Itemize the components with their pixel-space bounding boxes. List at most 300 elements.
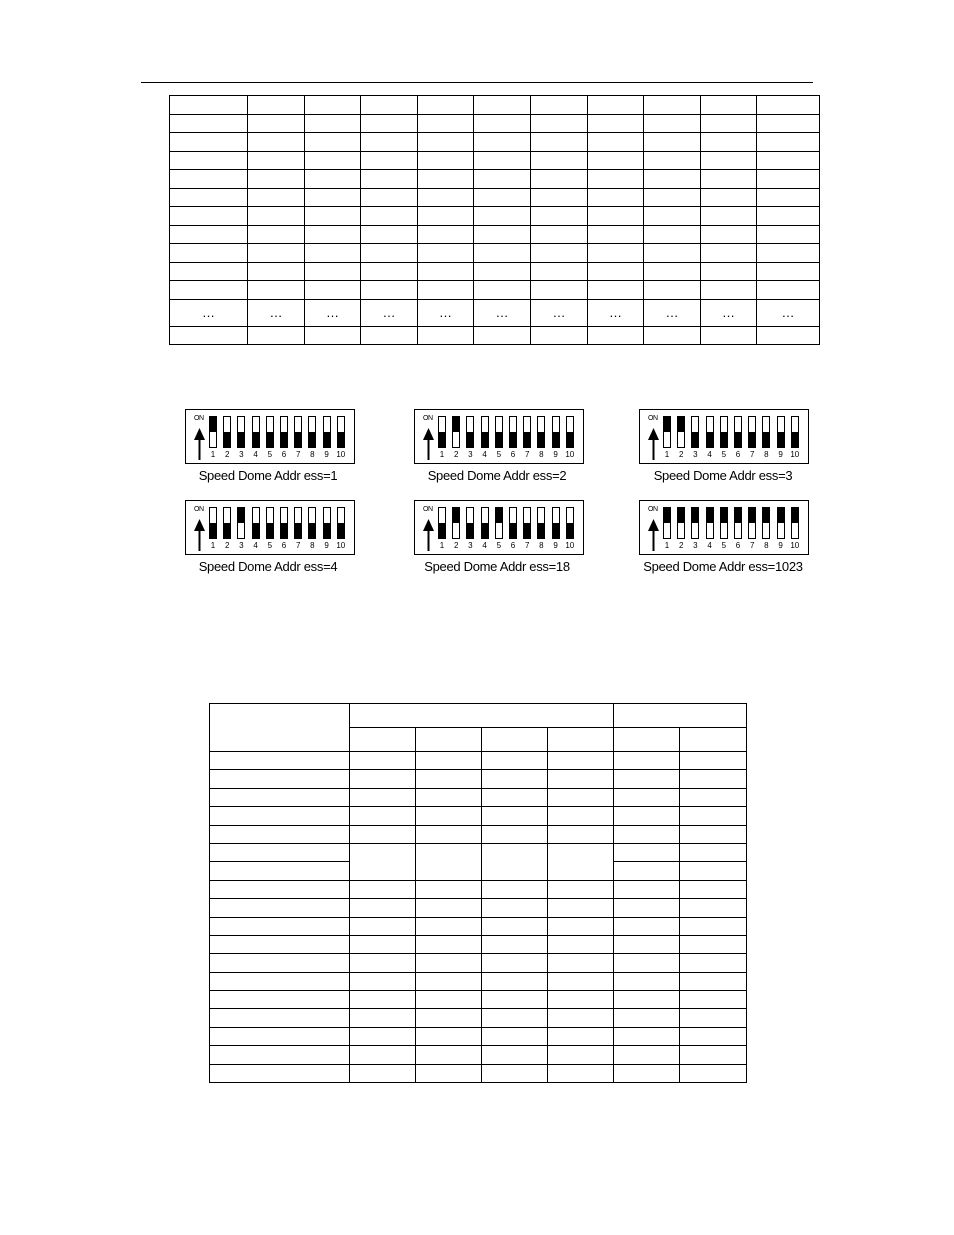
table-row <box>170 151 820 170</box>
up-arrow-icon <box>423 428 434 460</box>
table-cell <box>588 262 644 281</box>
switch-off-knob <box>324 523 330 538</box>
switch-off-knob <box>510 523 516 538</box>
table-cell <box>305 244 361 263</box>
table-cell <box>680 935 747 953</box>
table-row <box>210 935 747 953</box>
switch-off-knob <box>510 432 516 447</box>
switch-off-knob <box>482 523 488 538</box>
table-cell <box>757 262 820 281</box>
table-cell <box>644 96 701 115</box>
dip-switch-diagram <box>185 409 355 464</box>
table-cell <box>474 244 531 263</box>
table-cell <box>614 807 680 825</box>
dip-switch-caption: Speed Dome Addr ess=4 <box>198 559 338 574</box>
table-cell <box>210 1064 350 1082</box>
switch-number: 1 <box>210 541 216 550</box>
switch-number: 10 <box>790 541 800 550</box>
switch-on-knob <box>664 417 670 432</box>
switch-number: 10 <box>565 450 575 459</box>
table-cell <box>305 96 361 115</box>
table-cell <box>361 281 418 300</box>
address-table <box>169 95 820 345</box>
switch-off-knob <box>538 523 544 538</box>
table-cell <box>482 843 548 880</box>
table-row <box>170 114 820 133</box>
switch-off-knob <box>267 432 273 447</box>
table-cell <box>614 880 680 898</box>
table-cell <box>170 225 248 244</box>
table-cell <box>614 1046 680 1064</box>
table-cell <box>210 770 350 788</box>
table-cell <box>350 954 416 972</box>
on-label: ON <box>648 506 658 513</box>
table-cell: … <box>305 299 361 326</box>
table-cell <box>701 225 757 244</box>
dip-switch-lever <box>237 416 245 448</box>
table-row <box>170 170 820 189</box>
table-cell <box>170 170 248 189</box>
table-cell <box>248 133 305 152</box>
table-cell <box>210 788 350 806</box>
dip-switch-lever <box>523 507 531 539</box>
table-cell <box>170 188 248 207</box>
table-cell <box>361 188 418 207</box>
table-cell <box>416 917 482 935</box>
table-cell <box>210 843 350 861</box>
dip-switch-lever <box>452 416 460 448</box>
switch-off-knob <box>224 523 230 538</box>
switch-on-knob <box>678 508 684 523</box>
switch-off-knob <box>735 432 741 447</box>
table-cell <box>474 96 531 115</box>
table-cell <box>416 807 482 825</box>
dip-switch-diagram <box>185 500 355 555</box>
switch-off-knob <box>567 523 573 538</box>
table-cell <box>170 207 248 226</box>
table-cell <box>614 935 680 953</box>
on-label: ON <box>194 506 204 513</box>
table-cell <box>418 281 474 300</box>
switch-on-knob <box>664 508 670 523</box>
table-cell <box>350 1046 416 1064</box>
table-cell <box>614 862 680 880</box>
table-row <box>210 1046 747 1064</box>
dip-switch-lever <box>509 507 517 539</box>
switch-number: 3 <box>468 450 473 459</box>
switch-number: 6 <box>281 541 287 550</box>
switch-on-knob <box>210 417 216 432</box>
table-row <box>210 752 747 770</box>
table-cell <box>170 151 248 170</box>
switch-off-knob <box>467 432 473 447</box>
dip-switch-lever <box>762 507 770 539</box>
table-cell <box>248 96 305 115</box>
switch-number: 4 <box>482 541 487 550</box>
table-cell <box>680 1046 747 1064</box>
switch-number: 9 <box>553 541 558 550</box>
on-label: ON <box>194 415 204 422</box>
switch-on-knob <box>453 508 459 523</box>
dip-switch-lever <box>748 507 756 539</box>
switch-number: 2 <box>678 450 684 459</box>
up-arrow-icon <box>423 519 434 551</box>
table-cell <box>474 133 531 152</box>
switch-off-knob <box>224 432 230 447</box>
table-cell <box>588 188 644 207</box>
table-cell <box>680 862 747 880</box>
switch-number: 7 <box>524 450 530 459</box>
table-cell <box>701 188 757 207</box>
table-cell <box>305 262 361 281</box>
table-cell <box>701 151 757 170</box>
table-cell: … <box>361 299 418 326</box>
table-cell <box>680 1064 747 1082</box>
dip-switch-lever <box>452 507 460 539</box>
table-cell <box>210 991 350 1009</box>
table-cell <box>644 188 701 207</box>
dip-switch-lever <box>308 507 316 539</box>
table-row <box>210 807 747 825</box>
table-cell <box>170 133 248 152</box>
table-cell <box>757 170 820 189</box>
table-cell <box>701 133 757 152</box>
table-cell <box>350 972 416 990</box>
table-cell <box>305 188 361 207</box>
table-cell <box>680 1027 747 1045</box>
table-cell <box>644 133 701 152</box>
table-cell <box>416 752 482 770</box>
table-cell <box>418 326 474 345</box>
table-cell <box>644 151 701 170</box>
table-cell <box>474 170 531 189</box>
switch-on-knob <box>721 508 727 523</box>
table-cell <box>474 114 531 133</box>
dip-switch-lever <box>438 507 446 539</box>
switch-off-knob <box>309 432 315 447</box>
table-cell <box>548 1009 614 1027</box>
table-cell <box>548 880 614 898</box>
table-cell <box>482 972 548 990</box>
table-cell <box>418 207 474 226</box>
on-label: ON <box>423 415 433 422</box>
table-cell <box>588 96 644 115</box>
table-row <box>210 825 747 843</box>
table-cell <box>210 825 350 843</box>
table-cell <box>701 281 757 300</box>
dip-switch-lever <box>252 507 260 539</box>
table-cell <box>474 281 531 300</box>
table-cell <box>361 262 418 281</box>
switch-off-knob <box>281 432 287 447</box>
switch-number: 6 <box>735 541 741 550</box>
table-cell <box>305 151 361 170</box>
table-cell <box>548 1046 614 1064</box>
table-cell <box>588 133 644 152</box>
table-cell: … <box>588 299 644 326</box>
table-cell <box>548 843 614 880</box>
switch-number: 8 <box>310 450 315 459</box>
table-cell: … <box>474 299 531 326</box>
table-cell <box>588 244 644 263</box>
dip-switch-lever <box>663 416 671 448</box>
table-cell <box>701 326 757 345</box>
table-cell <box>701 96 757 115</box>
table-row <box>210 917 747 935</box>
table-cell <box>361 96 418 115</box>
table-row <box>170 326 820 345</box>
table-cell <box>474 326 531 345</box>
table-cell <box>210 917 350 935</box>
table-cell <box>248 281 305 300</box>
table-cell <box>210 935 350 953</box>
table-cell <box>701 170 757 189</box>
table-cell <box>170 326 248 345</box>
table-cell <box>614 788 680 806</box>
table-row <box>210 899 747 917</box>
table-cell <box>644 114 701 133</box>
switch-number: 7 <box>295 450 301 459</box>
table-cell <box>614 752 680 770</box>
switch-number: 1 <box>664 450 670 459</box>
switch-number: 10 <box>336 541 346 550</box>
switch-off-knob <box>482 432 488 447</box>
switch-number: 1 <box>664 541 670 550</box>
table-cell <box>680 954 747 972</box>
dip-switch-lever <box>748 416 756 448</box>
table-cell <box>548 728 614 752</box>
table-cell <box>210 880 350 898</box>
dip-switch-lever <box>495 416 503 448</box>
switch-number: 10 <box>336 450 346 459</box>
dip-switch-lever <box>706 507 714 539</box>
table-cell <box>305 207 361 226</box>
table-cell <box>614 972 680 990</box>
table-cell: … <box>531 299 588 326</box>
table-cell <box>680 807 747 825</box>
table-cell <box>548 752 614 770</box>
table-cell <box>531 114 588 133</box>
table-cell <box>482 1009 548 1027</box>
dip-switch-lever <box>762 416 770 448</box>
table-cell <box>350 880 416 898</box>
table-cell <box>210 752 350 770</box>
table-cell <box>418 114 474 133</box>
switch-number: 6 <box>510 541 516 550</box>
table-cell: … <box>701 299 757 326</box>
switch-off-knob <box>524 432 530 447</box>
switch-number: 2 <box>453 541 459 550</box>
switch-number: 9 <box>553 450 558 459</box>
switch-number: 8 <box>764 450 769 459</box>
dip-switch-lever <box>280 507 288 539</box>
table-cell <box>614 1009 680 1027</box>
table-cell <box>416 1046 482 1064</box>
table-cell <box>531 326 588 345</box>
switch-off-knob <box>210 523 216 538</box>
switch-off-knob <box>324 432 330 447</box>
table-cell <box>305 114 361 133</box>
table-cell <box>588 281 644 300</box>
table-cell <box>701 262 757 281</box>
dip-switch-lever <box>294 507 302 539</box>
switch-off-knob <box>439 523 445 538</box>
table-cell <box>361 170 418 189</box>
switch-off-knob <box>295 432 301 447</box>
table-cell <box>248 225 305 244</box>
table-cell <box>531 244 588 263</box>
switch-number: 9 <box>778 541 783 550</box>
switch-number: 6 <box>281 450 287 459</box>
table-cell <box>350 843 416 880</box>
switch-number: 6 <box>735 450 741 459</box>
address-table-body <box>170 96 820 345</box>
switch-number: 8 <box>539 450 544 459</box>
table-cell <box>350 728 416 752</box>
dip-switch-lever <box>677 507 685 539</box>
table-cell <box>531 170 588 189</box>
table-cell <box>548 899 614 917</box>
table-cell <box>416 972 482 990</box>
protocol-table-body <box>210 752 747 1083</box>
switch-off-knob <box>524 523 530 538</box>
table-cell <box>548 954 614 972</box>
table-cell <box>418 244 474 263</box>
table-cell <box>210 1009 350 1027</box>
switch-on-knob <box>749 508 755 523</box>
switch-on-knob <box>778 508 784 523</box>
up-arrow-icon <box>648 428 659 460</box>
table-cell <box>680 972 747 990</box>
table-cell <box>482 1064 548 1082</box>
table-cell <box>531 188 588 207</box>
table-row <box>170 133 820 152</box>
table-cell <box>548 917 614 935</box>
dip-switch-lever <box>209 416 217 448</box>
dip-switch-lever <box>734 507 742 539</box>
dip-switch-lever <box>537 416 545 448</box>
dip-switch-lever <box>337 416 345 448</box>
table-cell <box>614 843 680 861</box>
table-cell <box>482 899 548 917</box>
header-rule <box>141 82 813 83</box>
table-cell <box>416 954 482 972</box>
dip-switch-lever <box>294 416 302 448</box>
table-row <box>210 788 747 806</box>
table-cell <box>588 170 644 189</box>
dip-switch-lever <box>466 416 474 448</box>
dip-switch-lever <box>308 416 316 448</box>
switch-on-knob <box>763 508 769 523</box>
table-cell <box>531 207 588 226</box>
table-cell <box>350 807 416 825</box>
switch-on-knob <box>238 508 244 523</box>
table-cell <box>531 133 588 152</box>
table-cell <box>644 207 701 226</box>
table-cell <box>757 96 820 115</box>
table-cell <box>305 225 361 244</box>
table-cell <box>416 843 482 880</box>
dip-switch-lever <box>223 507 231 539</box>
table-row <box>210 1009 747 1027</box>
table-cell <box>350 1027 416 1045</box>
switch-on-knob <box>678 417 684 432</box>
switch-number: 4 <box>253 541 258 550</box>
up-arrow-icon <box>194 428 205 460</box>
table-cell <box>482 954 548 972</box>
table-cell <box>680 843 747 861</box>
switch-off-knob <box>281 523 287 538</box>
table-cell <box>757 133 820 152</box>
dip-switch-lever <box>552 416 560 448</box>
switch-number: 4 <box>707 541 712 550</box>
table-cell <box>418 188 474 207</box>
table-cell <box>416 935 482 953</box>
table-cell: … <box>170 299 248 326</box>
dip-switch-lever <box>552 507 560 539</box>
table-cell <box>248 114 305 133</box>
table-row <box>210 704 747 728</box>
on-label: ON <box>423 506 433 513</box>
table-cell <box>680 788 747 806</box>
table-cell <box>757 281 820 300</box>
table-cell <box>644 244 701 263</box>
table-cell <box>531 96 588 115</box>
dip-switch-lever <box>734 416 742 448</box>
switch-off-knob <box>553 432 559 447</box>
switch-number: 7 <box>295 541 301 550</box>
dip-switch-lever <box>237 507 245 539</box>
table-cell <box>210 807 350 825</box>
table-cell <box>482 935 548 953</box>
switch-number: 3 <box>693 450 698 459</box>
table-cell <box>757 207 820 226</box>
table-cell <box>350 770 416 788</box>
dip-switch-lever <box>523 416 531 448</box>
table-cell <box>248 151 305 170</box>
switch-off-knob <box>692 432 698 447</box>
table-cell <box>588 326 644 345</box>
dip-switch-lever <box>280 416 288 448</box>
table-cell <box>757 225 820 244</box>
table-cell <box>614 917 680 935</box>
dip-switch-diagram <box>414 409 584 464</box>
up-arrow-icon <box>648 519 659 551</box>
table-cell <box>418 96 474 115</box>
switch-off-knob <box>295 523 301 538</box>
table-cell <box>548 770 614 788</box>
switch-number: 5 <box>496 450 502 459</box>
dip-switch-caption: Speed Dome Addr ess=3 <box>653 468 793 483</box>
table-cell <box>680 899 747 917</box>
switch-off-knob <box>778 432 784 447</box>
table-cell <box>757 114 820 133</box>
table-cell <box>248 326 305 345</box>
table-cell <box>361 244 418 263</box>
switch-number: 10 <box>565 541 575 550</box>
table-cell <box>248 244 305 263</box>
table-cell <box>588 114 644 133</box>
table-cell <box>614 991 680 1009</box>
switch-off-knob <box>253 523 259 538</box>
table-cell: … <box>644 299 701 326</box>
dip-switch-lever <box>777 416 785 448</box>
dip-switch-caption: Speed Dome Addr ess=1 <box>198 468 338 483</box>
table-cell <box>350 825 416 843</box>
table-cell <box>482 991 548 1009</box>
table-cell <box>588 207 644 226</box>
table-cell <box>482 880 548 898</box>
